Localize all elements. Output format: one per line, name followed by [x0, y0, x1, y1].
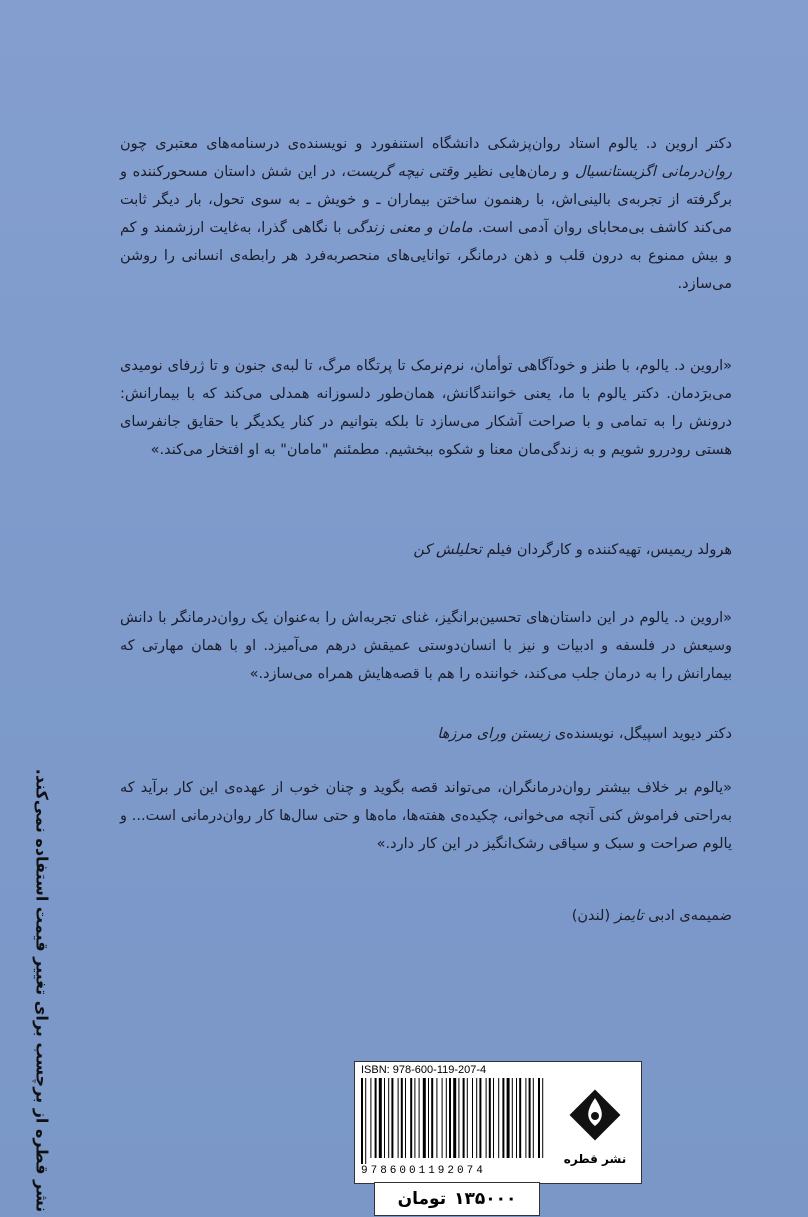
spiegel-book-title: زیستن ورای مرزها: [437, 726, 551, 742]
barcode-block: [354, 1061, 642, 1184]
credit-spiegel: دکتر دیوید اسپیگل، نویسنده‌ی زیستن ورای مرزها: [437, 726, 732, 742]
times-title: تایمز: [614, 908, 644, 924]
intro-text-4: با نگاهی گذرا، به‌غایت ارزشمند و کم و بیش ممنوع به درون قلب و ذهن درمانگر، توانایی‌های منحصر‌به‌فرد هر رابطه‌ی انسانی را روشن می‌سازد.: [120, 220, 732, 292]
book-title-nietzsche: وقتی نیچه گریست: [345, 164, 460, 180]
intro-text-3: ، در این شش داستان مسحورکننده و برگرفته از تجربه‌ی بالینی‌اش، با رهنمون ساختن بیماران ـ و خویش ـ به سوی تحول، بار دیگر ثابت می‌کند کاشف بی‌محابای روان آدمی است.: [120, 164, 732, 236]
publisher-name: نشر قطره: [563, 1152, 627, 1166]
intro-text-1: دکتر اروین د. یالوم استاد روان‌پزشکی دانشگاه استنفورد و نویسنده‌ی درسنامه‌های معتبری چون: [120, 136, 732, 152]
price-label-notice: نشر قطره از برچسب برای تغییر قیمت استفاده نمی‌کند.: [32, 768, 52, 1212]
credit-times: ضمیمه‌ی ادبی تایمز (لندن): [571, 908, 732, 924]
price-currency: تومان: [397, 1189, 447, 1209]
credit-ramis: هرولد ریمیس، تهیه‌کننده و کارگردان فیلم تحلیلش کن: [413, 542, 732, 558]
quote-ramis-text: «اروین د. یالوم، با طنز و خودآگاهی توأمان، نرم‌نرمک تا پرتگاه مرگ، تا لبه‌ی جنون و تا ژرفای نومیدی می‌برَدمان. دکتر یالوم با ما، یعنی خوانندگانش، همان‌طور دلسوزانه همدلی می‌کند که با بیمارانش: درونش را به تمامی و با صراحت آشکار می‌سازد تا بلکه بتوانیم در کنار یکدیگر با حقایق جانفرسای هستی رودررو شویم و به زندگی‌مان معنا و شکوه ببخشیم. مطمئنم "مامان" به او افتخار می‌کند.»: [120, 358, 732, 458]
intro-paragraph: [120, 130, 732, 298]
barcode-number: 9786001192074: [361, 1165, 486, 1177]
book-title-momma: مامان و معنی زندگی: [346, 220, 473, 236]
quote-times: [120, 774, 732, 858]
barcode-bars: [361, 1078, 547, 1164]
price-tag: [374, 1182, 540, 1216]
quote-ramis: [120, 352, 732, 464]
book-title-existential: روان‌درمانی اگزیستانسیال: [574, 164, 732, 180]
film-title: تحلیلش کن: [413, 542, 482, 558]
publisher-logo-icon: [560, 1080, 630, 1150]
quote-spiegel: [120, 604, 732, 688]
quote-times-text: «یالوم بر خلاف بیشتر روان‌درمانگران، می‌تواند قصه بگوید و چنان خوب از عهده‌ی این کار برآید که به‌راحتی فراموش کنی آنچه می‌خوانی، چکیده‌ی هفته‌ها، ماه‌ها و حتی سال‌ها کار روان‌درمانی است... و یالوم صراحت و سبک و سیاقی رشک‌انگیز در این کار دارد.»: [120, 780, 732, 852]
quote-spiegel-text: «اروین د. یالوم در این داستان‌های تحسین‌برانگیز، غنای تجربه‌اش را به‌عنوان یک روان‌درمانگر با دانش وسیعش در فلسفه و ادبیات و نیز با انسان‌دوستی عمیقش درهم می‌آمیزد. او با همان مهارتی که بیمارانش را به درمان جلب می‌کند، خواننده را هم با قصه‌هایش همراه می‌سازد.»: [120, 610, 732, 682]
isbn-text: ISBN: 978-600-119-207-4: [361, 1064, 487, 1076]
price-amount: ۱۳۵۰۰۰: [454, 1189, 517, 1209]
intro-text-2: و رمان‌هایی نظیر: [459, 164, 575, 180]
